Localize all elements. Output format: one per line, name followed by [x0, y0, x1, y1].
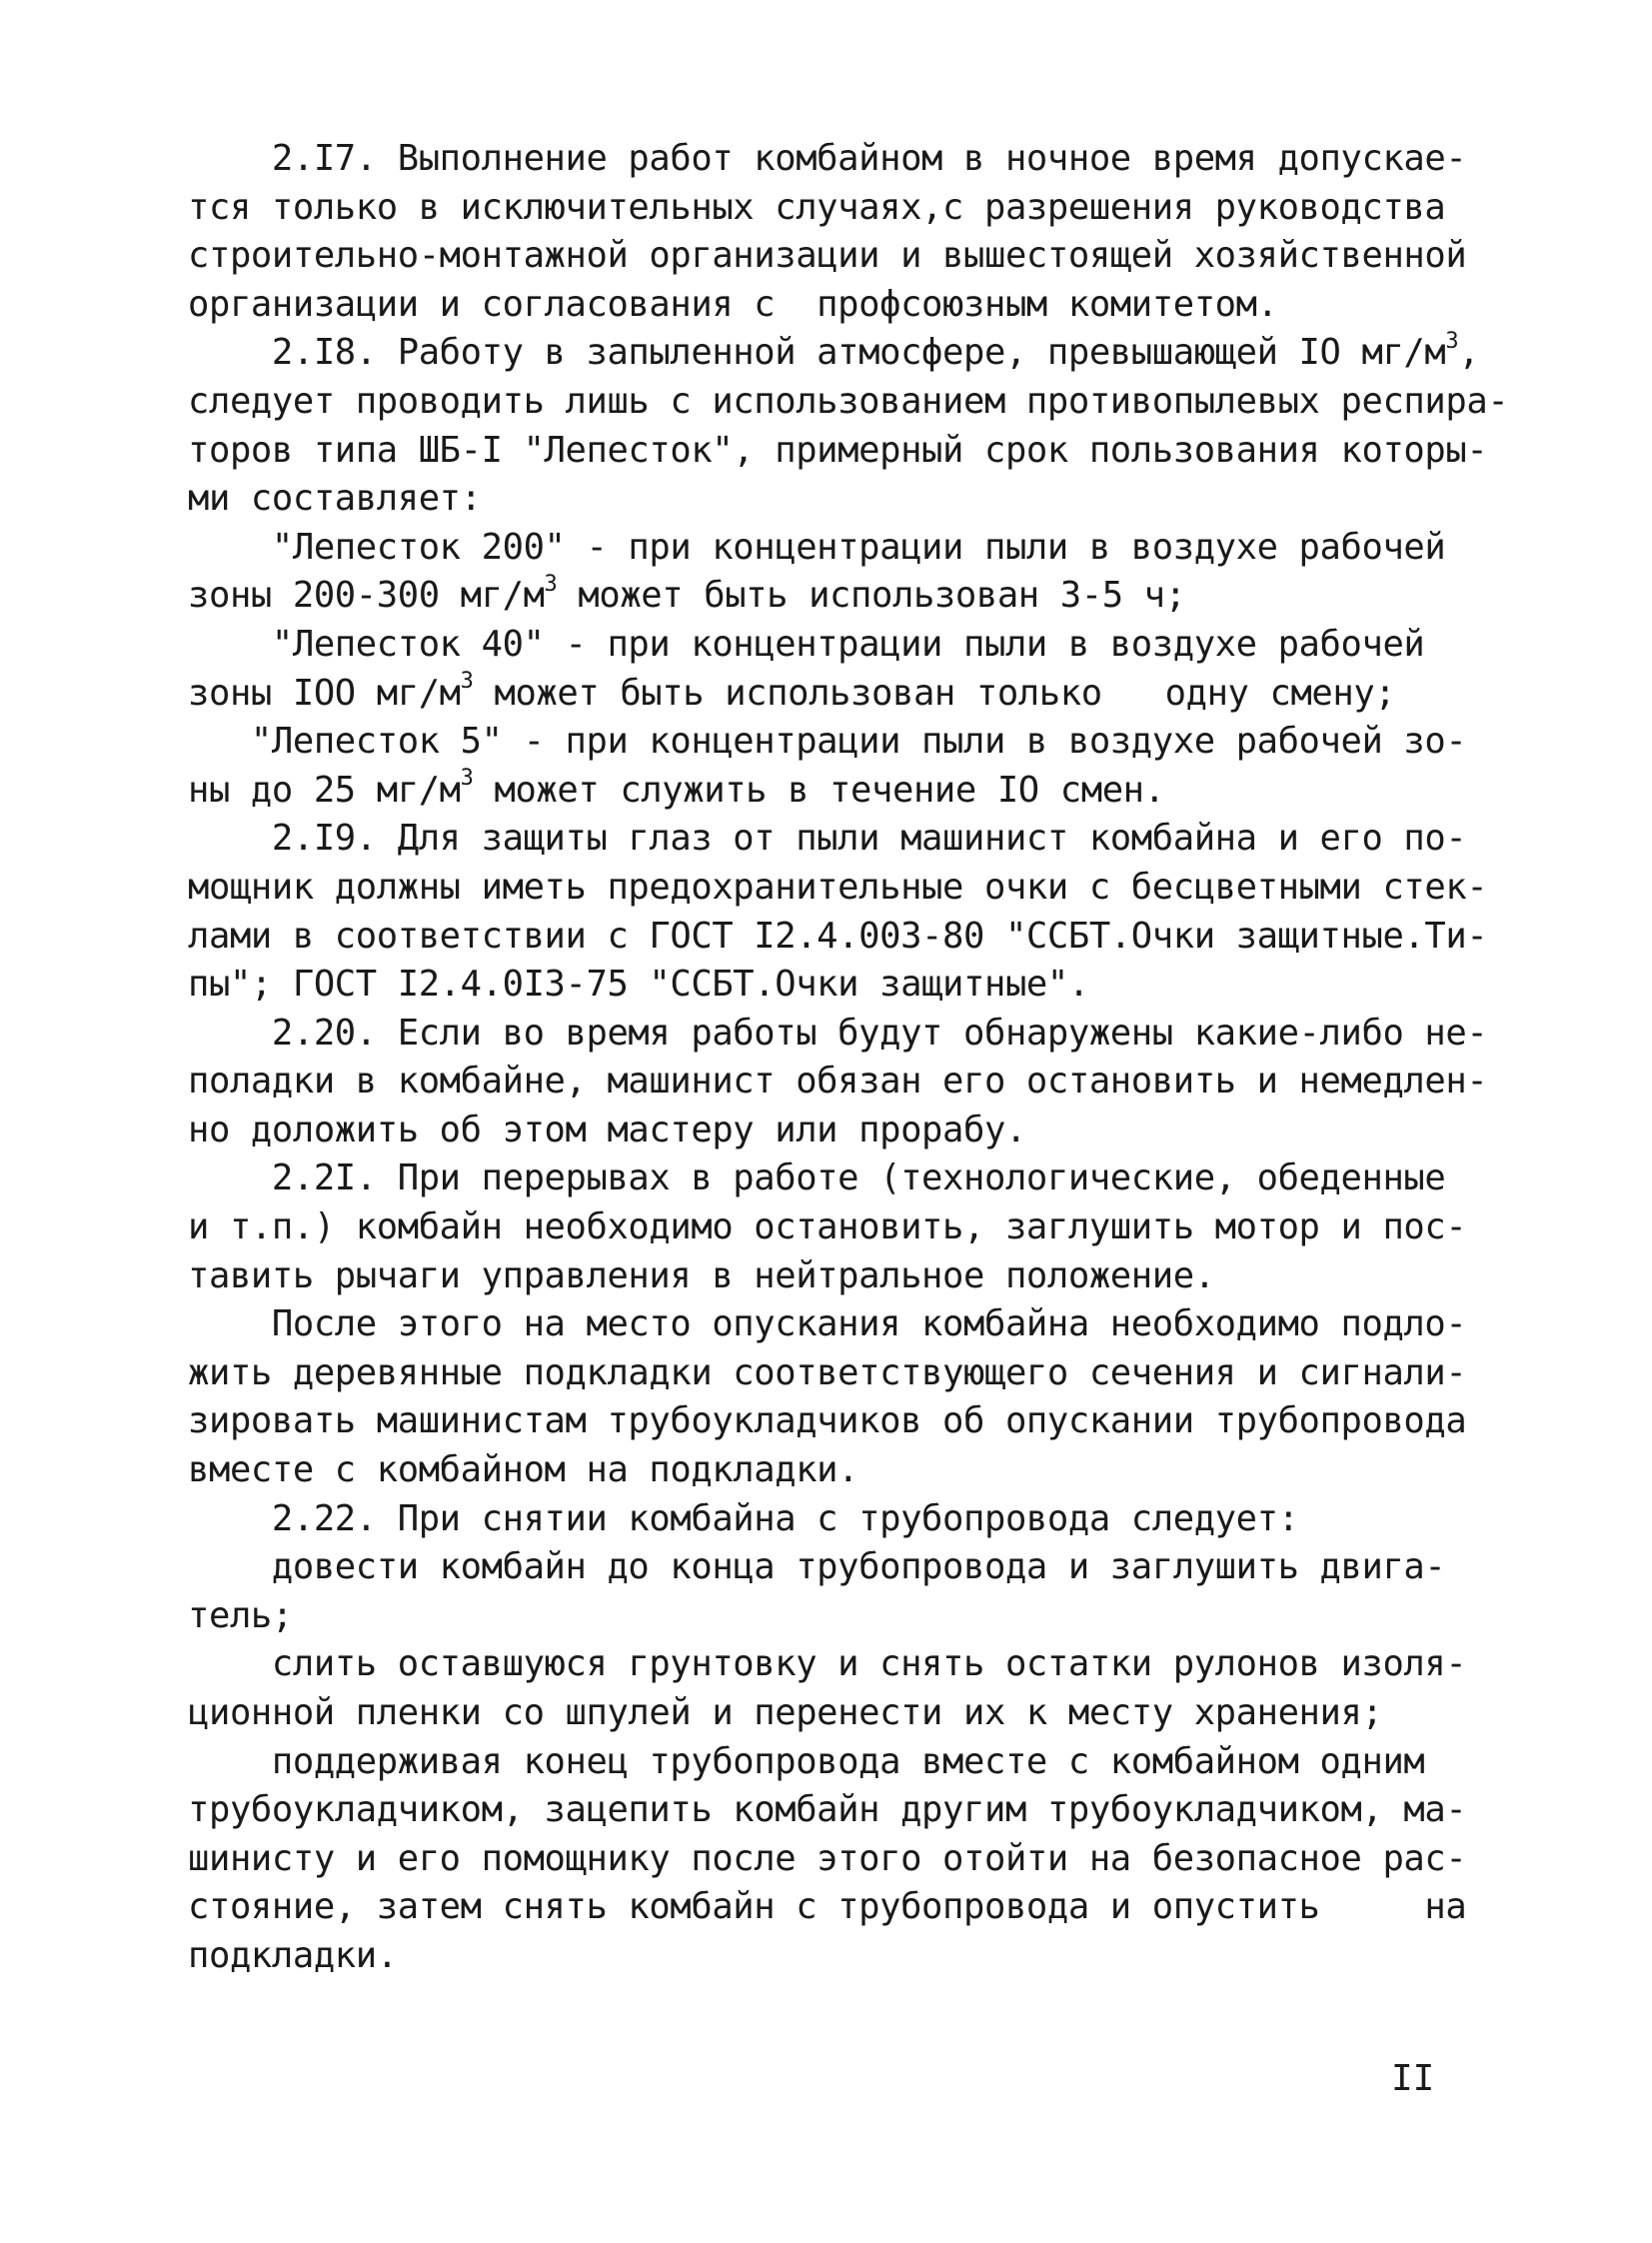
text-line: довести комбайн до конца трубопровода и заглушить двига- — [188, 1546, 1446, 1588]
text-line: "Лепесток 5" - при концентрации пыли в воздухе рабочей зо- — [188, 721, 1467, 763]
text-line: организации и согласования с профсоюзным комитетом. — [188, 283, 1278, 325]
superscript: 3 — [1445, 328, 1459, 354]
text-line: 2.20. Если во время работы будут обнаружены какие-либо не- — [188, 1012, 1488, 1054]
text-line: поладки в комбайне, машинист обязан его остановить и немедлен- — [188, 1061, 1488, 1103]
text-line: "Лепесток 40" - при концентрации пыли в воздухе рабочей — [188, 623, 1425, 665]
text-line: но доложить об этом мастеру или прорабу. — [188, 1109, 1026, 1150]
text-line: 2.I9. Для защиты глаз от пыли машинист комбайна и его по- — [188, 818, 1467, 860]
text-line: ционной пленки со шпулей и перенести их к месту хранения; — [188, 1692, 1383, 1733]
superscript: 3 — [460, 668, 474, 694]
text-line: ми составляет: — [188, 478, 482, 520]
text-line: зировать машинистам трубоукладчиков об опускании трубопровода — [188, 1400, 1467, 1442]
page-number: II — [1391, 2058, 1435, 2099]
text-line: слить оставшуюся грунтовку и снять остатки рулонов изоля- — [188, 1643, 1467, 1685]
text-line: следует проводить лишь с использованием противопылевых респира- — [188, 380, 1509, 422]
text-line — [188, 572, 1457, 621]
superscript: 3 — [460, 765, 474, 791]
text-line: пы"; ГОСТ I2.4.0I3-75 "ССБТ.Очки защитные". — [188, 964, 1089, 1006]
text-line-main: зоны 200-300 мг/м — [188, 575, 545, 617]
text-line: "Лепесток 200" - при концентрации пыли в воздухе рабочей — [188, 526, 1446, 568]
text-line-tail: может быть использован только одну смену; — [473, 672, 1396, 714]
text-line: лами в соответствии с ГОСТ I2.4.003-80 "ССБТ.Очки защитные.Ти- — [188, 915, 1488, 957]
text-line-main: 2.I8. Работу в запыленной атмосфере, превышающей IO мг/м — [188, 332, 1446, 374]
text-line: жить деревянные подкладки соответствующего сечения и сигнали- — [188, 1351, 1467, 1393]
text-line: вместе с комбайном на подкладки. — [188, 1449, 859, 1491]
text-line: подкладки. — [188, 1934, 398, 1976]
text-line-main: зоны IOO мг/м — [188, 672, 461, 714]
text-line: После этого на место опускания комбайна необходимо подло- — [188, 1303, 1467, 1345]
text-line: торов типа ШБ-I "Лепесток", примерный срок пользования которы- — [188, 429, 1488, 471]
text-line-main: ны до 25 мг/м — [188, 769, 461, 811]
text-line: 2.I7. Выполнение работ комбайном в ночное время допускае- — [188, 138, 1467, 179]
text-line-tail: , — [1458, 332, 1480, 374]
text-line — [188, 767, 1457, 816]
text-line — [188, 328, 1480, 378]
text-line: строительно-монтажной организации и вышестоящей хозяйственной — [188, 235, 1467, 277]
text-line: трубоукладчиком, зацепить комбайн другим трубоукладчиком, ма- — [188, 1789, 1467, 1831]
text-line: мощник должны иметь предохранительные очки с бесцветными стек- — [188, 866, 1488, 908]
text-line — [188, 670, 1457, 719]
text-line: поддерживая конец трубопровода вместе с комбайном одним — [188, 1740, 1425, 1782]
text-line-tail: может быть использован 3-5 ч; — [557, 575, 1186, 617]
text-line: тавить рычаги управления в нейтральное положение. — [188, 1254, 1215, 1296]
text-line: и т.п.) комбайн необходимо остановить, заглушить мотор и пос- — [188, 1206, 1467, 1248]
text-line: стояние, затем снять комбайн с трубопровода и опустить на — [188, 1886, 1467, 1928]
text-line: 2.22. При снятии комбайна с трубопровода следует: — [188, 1497, 1299, 1539]
text-line: 2.2I. При перерывах в работе (технологические, обеденные — [188, 1157, 1446, 1199]
text-line: шинисту и его помощнику после этого отойти на безопасное рас- — [188, 1837, 1467, 1879]
superscript: 3 — [544, 571, 558, 597]
text-line: тель; — [188, 1594, 293, 1636]
document-page — [188, 135, 1509, 1981]
text-line-tail: может служить в течение IO смен. — [473, 769, 1165, 811]
text-line: тся только в исключительных случаях,с разрешения руководства — [188, 186, 1446, 228]
